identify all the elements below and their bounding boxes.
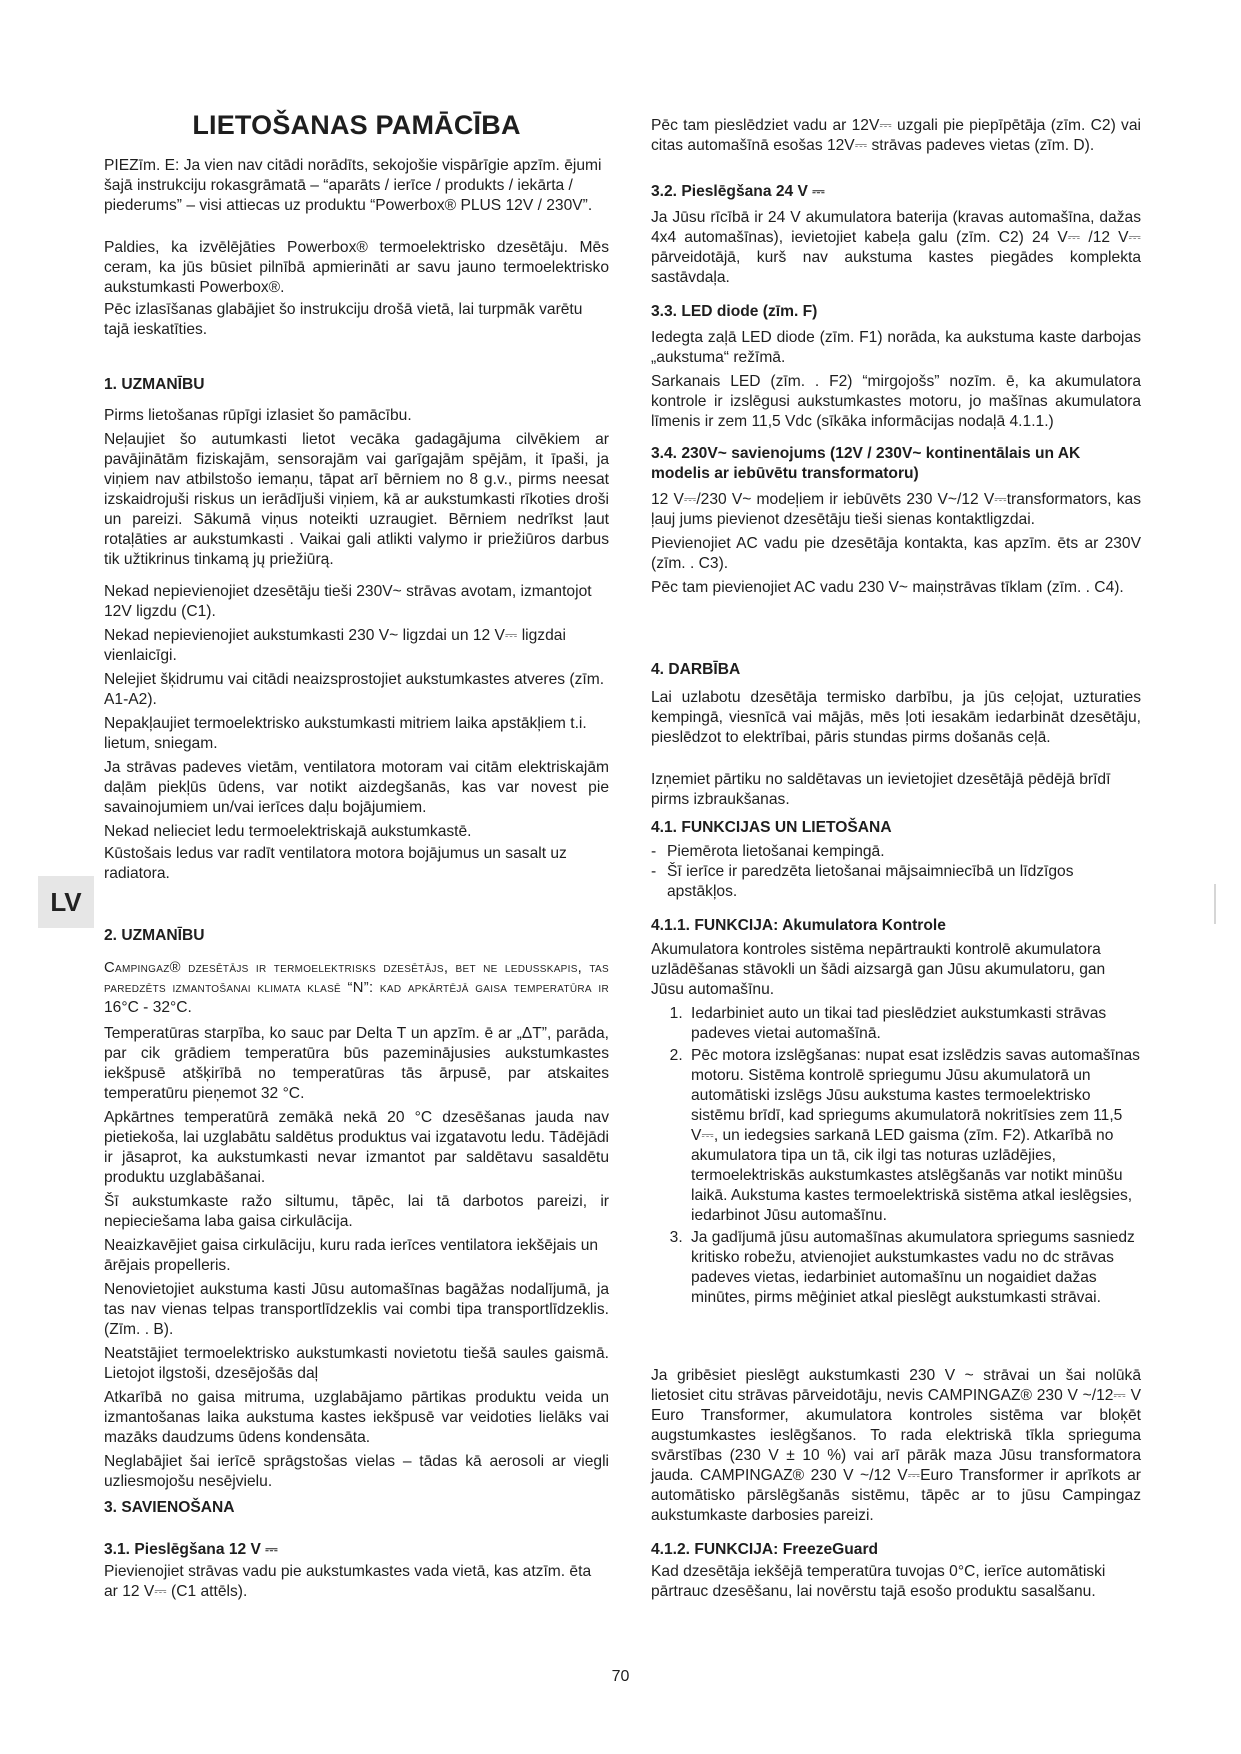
paragraph: 12 V⎓/230 V~ modeļiem ir iebūvēts 230 V~/12 V⎓transformators, kas ļauj jums pievienot dzesētāju tieši sienas kontaktligzdai. (651, 491, 1141, 528)
paragraph: Nepakļaujiet termoelektrisko aukstumkasti mitriem laika apstākļiem t.i. lietum, sniegam. (104, 715, 587, 752)
section-heading: 1. UZMANĪBU (104, 376, 205, 393)
paragraph: Apkārtnes temperatūrā zemākā nekā 20 °C dzesēšanas jauda nav pietiekoša, lai uzglabātu saldētus produktus vai izgatavotu ledu. Tādējādi ir jāsaprot, ka aukstumkasti nevar izmantot par saldētavu sasaldētu produktu uzglabāšanai. (104, 1109, 609, 1186)
paragraph: Sarkanais LED (zīm. . F2) “mirgojošs” nozīm. ē, ka akumulatora kontrole ir izslēgusi aukstumkastes motoru, jo mašīnas akumulatora līmenis ir zem 11,5 Vdc (sīkāka informācijas nodaļā 4.1.1.) (651, 373, 1141, 430)
list-item: 3. Ja gadījumā jūsu automašīnas akumulatora spriegums sasniedz kritisko robežu, atvienojiet aukstumkastes vadu no dc strāvas padeves vietas, iedarbiniet automašīnu un nogaidiet dažas minūtes, pirms mēģiniet atkal pieslēgt aukstumkasti strāvai. (687, 1228, 1141, 1308)
right-column (651, 0, 1141, 1754)
temperature-range: 16°C - 32°C. (104, 999, 192, 1016)
page-number: 70 (611, 1668, 630, 1685)
paragraph: Nelejiet šķidrumu vai citādi neaizsprostojiet aukstumkastes atveres (zīm. A1-A2). (104, 671, 605, 708)
paragraph: Lai uzlabotu dzesētāja termisko darbību, ja jūs ceļojat, uzturaties kempingā, viesnīcā vai mājās, mēs ļoti iesakām iedarbināt dzesētāju, pieslēdzot to elektrībai, pāris stundas pirms došanās ceļā. (651, 689, 1141, 746)
paragraph: Nenovietojiet aukstuma kasti Jūsu automašīnas bagāžas nodalījumā, ja tas nav vienas telpas transportlīdzeklis vai combi tipa transportlīdzeklis. (Zīm. . B). (104, 1281, 609, 1338)
intro-note (104, 156, 609, 216)
subsection-heading: 4.1. FUNKCIJAS UN LIETOŠANA (651, 819, 892, 836)
intro-paragraph: Paldies, ka izvēlējāties Powerbox® termoelektrisko dzesētāju. Mēs ceram, ka jūs būsiet pilnībā apmierināti ar savu jauno termoelektrisko aukstumkasti Powerbox®. (104, 239, 609, 296)
paragraph: Pievienojiet strāvas vadu pie aukstumkastes vada vietā, kas atzīm. ēta ar 12 V⎓ (C1 attēls). (104, 1563, 592, 1600)
left-column (104, 0, 609, 1754)
section-heading: 2. UZMANĪBU (104, 927, 205, 944)
paragraph: Kad dzesētāja iekšējā temperatūra tuvojas 0°C, ierīce automātiski pārtrauc dzesēšanu, lai novērstu tajā esošo produktu sasalšanu. (651, 1563, 1106, 1600)
paragraph: Ja Jūsu rīcībā ir 24 V akumulatora baterija (kravas automašīna, dažas 4x4 automašīnas), ievietojiet kabeļa galu (zīm. C2) 24 V⎓ /12 V⎓ pārveidotājā, kurš nav aukstuma kastes piegādes komplekta sastāvdaļa. (651, 209, 1141, 286)
paragraph: Ja gribēsiet pieslēgt aukstumkasti 230 V ~ strāvai un šai nolūkā lietosiet citu strāvas pārveidotāju, nevis CAMPINGAZ® 230 V ~/12⎓ V Euro Transformer, akumulatora kontroles sistēma var bloķēt augstumkastes ieslēgšanos. To rada elektriskā tīkla sprieguma svārstības (230 V ± 10 %) vai arī pārāk maza Jūsu transformatora jauda. CAMPINGAZ® 230 V ~/12 V⎓Euro Transformer ir aprīkots ar automātisko pārslēgšanās sistēmu, tāpēc ar to jūsu Campingaz aukstumkaste darbosies pareizi. (651, 1367, 1141, 1524)
paragraph: Izņemiet pārtiku no saldētavas un ievietojiet dzesētājā pēdējā brīdī pirms izbraukšanas. (651, 771, 1111, 808)
edge-mark (1214, 884, 1216, 924)
paragraph: Nekad nelieciet ledu termoelektriskajā aukstumkastē. (104, 823, 472, 840)
paragraph: Neaizkavējiet gaisa cirkulāciju, kuru rada ierīces ventilatora iekšējais un ārējais propelleris. (104, 1237, 599, 1274)
section-heading: 4. DARBĪBA (651, 661, 741, 678)
steps-list (651, 1004, 1141, 1308)
subsection-heading: 3.4. 230V~ savienojums (12V / 230V~ kontinentālais un AK modelis ar iebūvētu transformatoru) (651, 445, 1081, 482)
paragraph: Neglabājiet šai ierīcē sprāgstošas vielas – tādas kā aerosoli ar viegli uzliesmojošu nesējvielu. (104, 1453, 609, 1490)
paragraph: Neatstājiet termoelektrisko aukstumkasti novietotu tiešā saules gaismā. Lietojot ilgstoši, dzesējošās daļ (104, 1345, 609, 1382)
subsection-heading: 4.1.2. FUNKCIJA: FreezeGuard (651, 1541, 879, 1558)
subsection-heading: 3.3. LED diode (zīm. F) (651, 303, 818, 320)
paragraph: Temperatūras starpība, ko sauc par Delta T un apzīm. ē ar „ΔT”, parāda, par cik grādiem temperatūra būs pazeminājusies aukstumkastes iekšpusē atšķirībā no temperatūras tās ārpusē, par atskaites temperatūru pieņemot 32 °C. (104, 1025, 609, 1102)
paragraph: Nekad nepievienojiet dzesētāju tieši 230V~ strāvas avotam, izmantojot 12V ligzdu (C1). (104, 583, 592, 620)
intro-paragraph: PIEZīm. E: Ja vien nav citādi norādīts, sekojošie vispārīgie apzīm. ējumi šajā instrukciju rokasgrāmatā – “aparāts / ierīce / produkts / iekārta / piederums” – visi attiecas uz produktu “Powerbox® PLUS 12V / 230V”. (104, 157, 602, 214)
paragraph: Iedegta zaļā LED diode (zīm. F1) norāda, ka aukstuma kaste darbojas „aukstuma“ režīmā. (651, 329, 1141, 366)
paragraph: Ja strāvas padeves vietām, ventilatora motoram vai citām elektriskajām daļām piekļūs ūdens, var notikt aizdegšanās, kas var novest pie savainojumiem un/vai ierīces daļu bojājumiem. (104, 759, 609, 816)
paragraph: Atkarībā no gaisa mitruma, uzglabājamo pārtikas produktu veida un izmantošanas laika aukstuma kastes iekšpusē var veidoties lielāks vai mazāks daudzums ūdens kondensāta. (104, 1389, 609, 1446)
paragraph: Pievienojiet AC vadu pie dzesētāja kontakta, kas apzīm. ēts ar 230V (zīm. . C3). (651, 535, 1141, 572)
paragraph: Pēc tam pieslēdziet vadu ar 12V⎓ uzgali pie piepīpētāja (zīm. C2) vai citas automašīnā esošas 12V⎓ strāvas padeves vietas (zīm. D). (651, 117, 1141, 154)
list-item: 2. Pēc motora izslēgšanas: nupat esat izslēdzis savas automašīnas motoru. Sistēma kontrolē spriegumu Jūsu akumulatorā un automātiski izslēgs Jūsu aukstuma kastes termoelektrisko sistēmu brīdī, kad spriegums akumulatorā nokritīsies zem 11,5 V⎓, un iedegsies sarkanā LED gaisma (zīm. F2). Atkarībā no akumulatora tipa un tā, cik ilgi tas noturas uzlādējies, termoelektriskās aukstumkastes atslēgšanās var notikt minūšu laikā. Aukstuma kastes termoelektriskā sistēma atkal ieslēgsies, iedarbinot Jūsu automašīnu. (687, 1046, 1141, 1226)
intro-paragraph: Pēc izlasīšanas glabājiet šo instrukciju drošā vietā, lai turpmāk varētu tajā ieskatīties. (104, 301, 583, 338)
paragraph: Kūstošais ledus var radīt ventilatora motora bojājumus un sasalt uz radiatora. (104, 845, 567, 882)
usage-list (651, 842, 1141, 902)
paragraph: Pēc tam pievienojiet AC vadu 230 V~ maiņstrāvas tīklam (zīm. . C4). (651, 579, 1124, 596)
paragraph: Nekad nepievienojiet aukstumkasti 230 V~ ligzdai un 12 V⎓ ligzdai vienlaicīgi. (104, 627, 566, 664)
page-title: LIETOŠANAS PAMĀCĪBA (192, 110, 521, 140)
language-tab: LV (38, 876, 94, 928)
subsection-heading: 3.2. Pieslēgšana 24 V ⎓ (651, 183, 825, 200)
paragraph: Neļaujiet šo autumkasti lietot vecāka gadagājuma cilvēkiem ar pavājinātām fiziskajām, sensorajām vai garīgajām spējām, it īpaši, ja viņiem nav atbilstošo iemaņu, tāpat arī bērniem no 8 g.v., pirms neesat izskaidrojuši riskus un ierādījuši viņiem, kā ar aukstumkasti rīkoties droši un pareizi. Sākumā viņus noteikti uzraugiet. Bērniem nedrīkst ļaut rotaļāties ar aukstumkasti . Vaikai gali atlikti valymo ir priežiūros darbus tik užtikrinus tinkamą jų priežiūrą. (104, 431, 609, 568)
climate-class-text: Campingaz® dzesētājs ir termoelektrisks dzesētājs, bet ne ledusskapis, tas paredzēts izmantošanai klimata klasē “N”: kad apkārtējā gaisa temperatūra ir (104, 960, 609, 996)
paragraph: Akumulatora kontroles sistēma nepārtraukti kontrolē akumulatora uzlādēšanas stāvokli un šādi aizsargā gan Jūsu akumulatoru, gan Jūsu automašīnu. (651, 941, 1106, 998)
list-item: 1. Iedarbiniet auto un tikai tad pieslēdziet aukstumkasti strāvas padeves vietai automašīnā. (687, 1004, 1141, 1044)
section-heading: 3. SAVIENOŠANA (104, 1499, 235, 1516)
subsection-heading: 3.1. Pieslēgšana 12 V ⎓ (104, 1541, 278, 1558)
list-item: - Piemērota lietošanai kempingā. (651, 842, 1141, 862)
paragraph: Pirms lietošanas rūpīgi izlasiet šo pamācību. (104, 407, 412, 424)
list-item: - Šī ierīce ir paredzēta lietošanai mājsaimniecībā un līdzīgos apstākļos. (651, 862, 1141, 902)
subsection-heading: 4.1.1. FUNKCIJA: Akumulatora Kontrole (651, 917, 946, 934)
paragraph: Šī aukstumkaste ražo siltumu, tāpēc, lai tā darbotos pareizi, ir nepieciešama laba gaisa cirkulācija. (104, 1193, 609, 1230)
